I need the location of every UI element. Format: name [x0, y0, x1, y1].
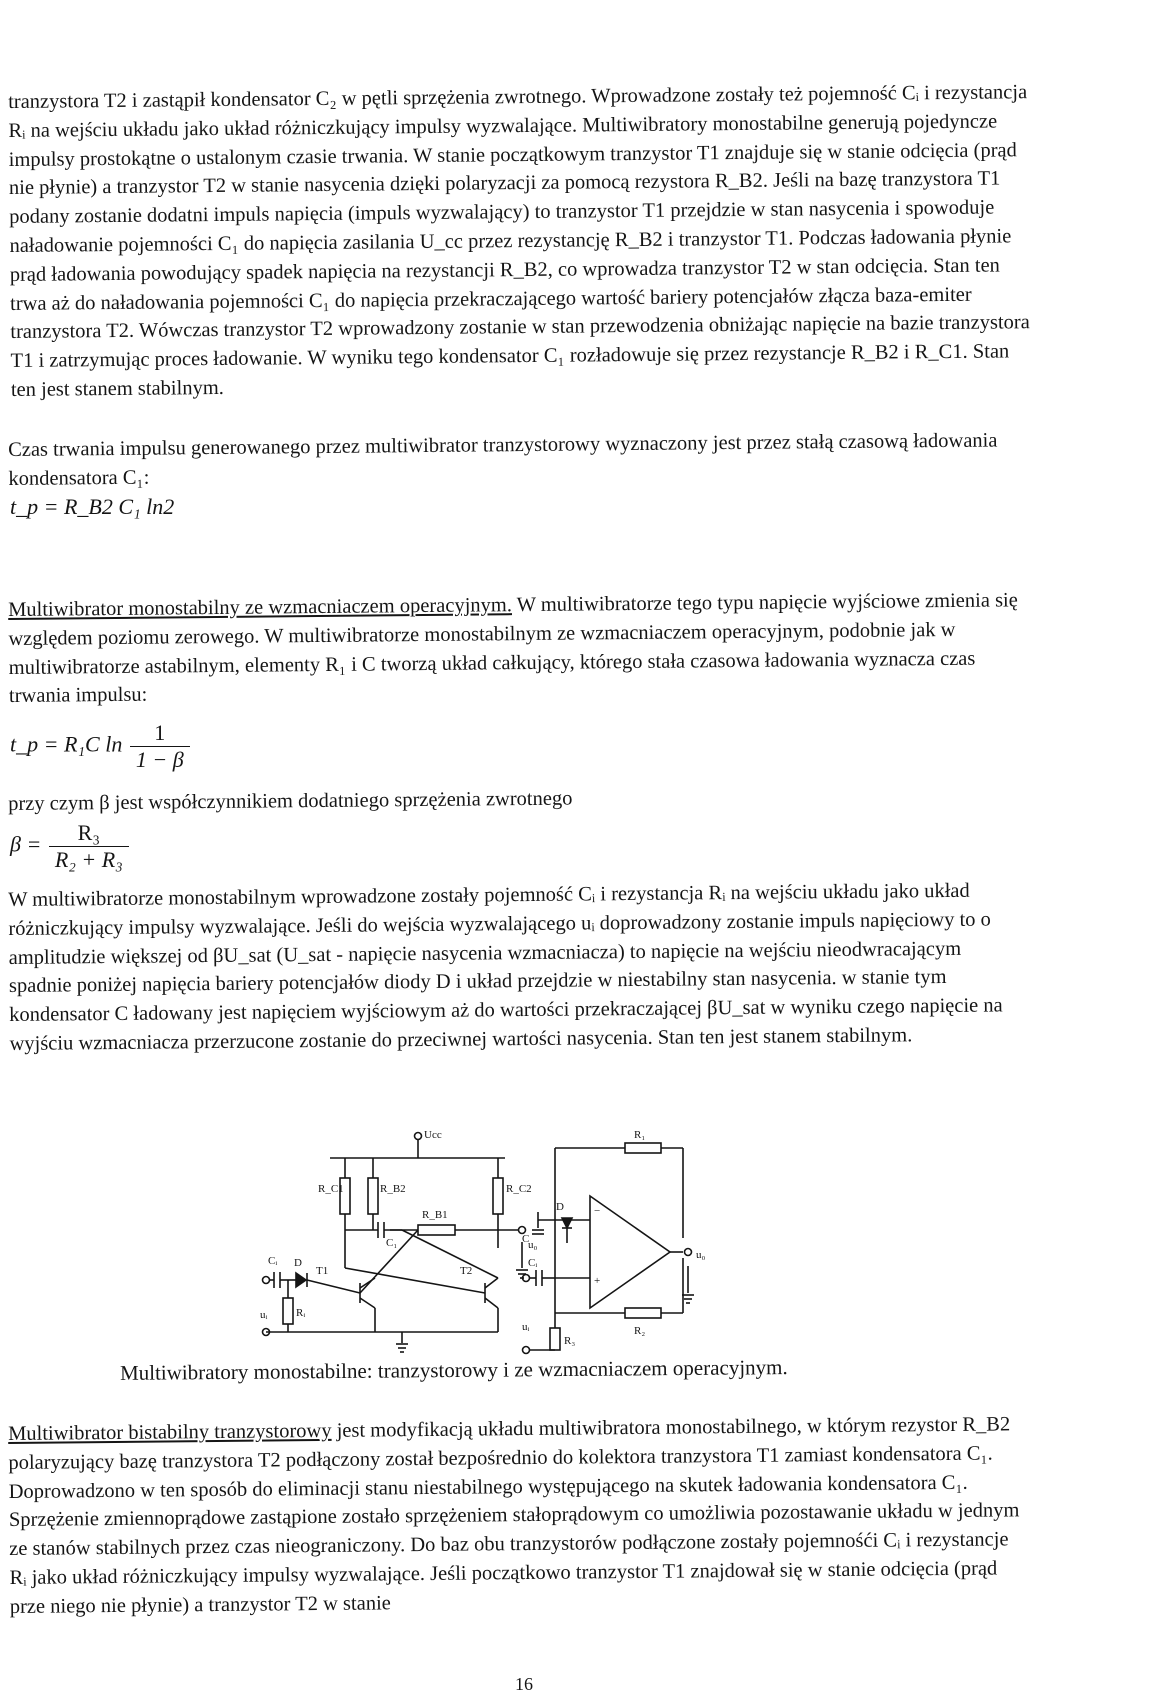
- paragraph-opamp-trigger: [8, 876, 1030, 1059]
- circuit-diagrams: [260, 1118, 780, 1358]
- section-heading: Multiwibrator bistabilny tranzystorowy: [8, 1419, 332, 1445]
- label-uo-opamp: u₀: [696, 1249, 706, 1261]
- fraction-numerator: R₃: [49, 820, 129, 847]
- label-ci-opamp: Cᵢ: [528, 1257, 538, 1269]
- label-ui-transistor: uᵢ: [260, 1309, 268, 1321]
- formula-beta: [10, 820, 129, 873]
- fraction: [49, 820, 129, 873]
- label-c: C: [522, 1233, 530, 1245]
- formula-tp-opamp: [10, 720, 190, 773]
- section-heading: Multiwibrator monostabilny ze wzmacniaczem operacyjnym.: [8, 594, 513, 621]
- figure-caption: Multiwibratory monostabilne: tranzystorowy i ze wzmacniaczem operacyjnym.: [119, 1355, 788, 1385]
- label-noninverting: +: [594, 1275, 601, 1287]
- paragraph-monostable-transistor: [8, 78, 1031, 405]
- fraction-denominator: R₂ + R₃: [54, 847, 123, 872]
- paragraph-beta-definition: [8, 780, 1028, 819]
- paragraph-text: jest modyfikacją układu multiwibratora monostabilnego, w którym rezystor R_B2 polaryzujący bazę tranzystora T2 podłączony został bezpośrednio do kolektora tranzystora T1 zamiast kondensatora C₁. Doprowadzono w ten sposób do eliminacji stanu niestabilnego występującego na skutek ładowania kondensatora C₁. Sprzężenie zmiennoprądowe zastąpione zostało sprzężeniem stałoprądowym co umożliwia pozostawanie układu w jednym ze stanów stabilnych przez czas nieograniczony. Do baz obu tranzystorów podłączone zostały pojemnośći Cᵢ i rezystancje Rᵢ jako układ różniczkujący impulsy wyzwalające. Jeśli początkowo tranzystor T1 znajdował się w stanie odcięcia (prąd prze niego nie płynie) a tranzystor T2 w stanie: [8, 1413, 1020, 1618]
- label-rb2: R_B2: [380, 1183, 406, 1195]
- label-r1: R₁: [634, 1129, 646, 1141]
- paragraph-text: W multiwibratorze tego typu napięcie wyjściowe zmienia się względem poziomu zerowego. W multiwibratorze monostabilnym ze wzmacniaczem operacyjnym, podobnie jak w multiwibratorze astabilnym, elementy R₁ i C tworzą układ całkujący, którego stała czasowa ładowania wyznacza czas trwania impulsu:: [8, 589, 1018, 708]
- label-rc1: R_C1: [318, 1183, 344, 1195]
- label-c1: C₁: [386, 1237, 398, 1249]
- label-t2: T2: [460, 1265, 473, 1277]
- paragraph-text: Czas trwania impulsu generowanego przez multiwibrator tranzystorowy wyznaczony jest przez stałą czasową ładowania kondensatora C₁:: [8, 429, 998, 490]
- label-inverting: −: [594, 1205, 601, 1217]
- label-d-opamp: D: [556, 1201, 564, 1213]
- formula-tp-transistor: [10, 494, 174, 520]
- label-ci: Cᵢ: [268, 1255, 278, 1267]
- fraction-denominator: 1 − β: [135, 747, 184, 772]
- label-uo-transistor: u₀: [528, 1239, 538, 1251]
- paragraph-opamp-monostable: [8, 586, 1029, 711]
- label-r3: R₃: [564, 1335, 576, 1347]
- label-ucc: Ucc: [424, 1129, 442, 1141]
- paragraph-bistable: [8, 1410, 1030, 1621]
- formula-text: t_p = R_B2 C₁ ln2: [10, 494, 175, 519]
- paragraph-pulse-duration: [8, 426, 1029, 493]
- paragraph-text: W multiwibratorze monostabilnym wprowadzone zostały pojemność Cᵢ i rezystancja Rᵢ na wejściu układu jako układ różniczkujący impulsy wyzwalające. Jeśli do wejścia wyzwalającego uᵢ doprowadzony zostanie impuls napięciowy to o amplitudzie większej od βU_sat (U_sat - napięcie nasycenia wzmacniacza) to napięcie na wejściu nieodwracającym spadnie poniżej napięcia bariery potencjałów diody D i układ przejdzie w niestabilny stan nasycenia. w stanie tym kondensator C ładowany jest napięciem wyjściowym aż do wartości przekraczającej βU_sat w wyniku czego napięcie na wyjściu wzmacniacza przerzucone zostanie do przeciwnej wartości nasycenia. Stan ten jest stanem stabilnym.: [8, 879, 1003, 1055]
- label-ui-opamp: uᵢ: [522, 1321, 530, 1333]
- label-rc2: R_C2: [506, 1183, 532, 1195]
- label-t1: T1: [316, 1265, 329, 1277]
- page-number: 16: [515, 1674, 533, 1694]
- paragraph-text: przy czym β jest współczynnikiem dodatniego sprzężenia zwrotnego: [8, 787, 573, 815]
- label-d-transistor: D: [294, 1257, 302, 1269]
- formula-lhs: t_p = R₁C ln: [10, 731, 123, 757]
- fraction-numerator: 1: [130, 720, 190, 747]
- fraction: [130, 720, 190, 773]
- label-r2: R₂: [634, 1325, 646, 1337]
- label-rb1: R_B1: [422, 1209, 448, 1221]
- label-ri: Rᵢ: [296, 1307, 306, 1319]
- formula-lhs: β =: [10, 831, 42, 857]
- paragraph-text: tranzystora T2 i zastąpił kondensator C₂ w pętli sprzężenia zwrotnego. Wprowadzone zostały też pojemność Cᵢ i rezystancja Rᵢ na wejściu układu jako układ różniczkujący impulsy wyzwalające. Multiwibratory monostabilne generują pojedyncze impulsy prostokątne o ustalonym czasie trwania. W stanie początkowym tranzystor T1 znajduje się w stanie odcięcia (prąd nie płynie) a tranzystor T2 w stanie nasycenia dzięki polaryzacji za pomocą rezystora R_B2. Jeśli na bazę tranzystora T1 podany zostanie dodatni impuls napięcia (impuls wyzwalający) to tranzystor T1 przejdzie w stan nasycenia i spowoduje naładowanie pojemności C₁ do napięcia zasilania U_cc przez rezystancję R_B2 i tranzystor T1. Podczas ładowania płynie prąd ładowania powodujący spadek napięcia na rezystancji R_B2, co wprowadza tranzystor T2 w stan odcięcia. Stan ten trwa aż do naładowania pojemności C₁ do napięcia przekraczającego wartość bariery potencjałów złącza baza-emiter tranzystora T2. Wówczas tranzystor T2 wprowadzony zostanie w stan przewodzenia obniżając napięcie na bazie tranzystora T1 i zatrzymując proces ładowanie. W wyniku tego kondensator C₁ rozładowuje się przez rezystancje R_B2 i R_C1. Stan ten jest stanem stabilnym.: [8, 81, 1030, 401]
